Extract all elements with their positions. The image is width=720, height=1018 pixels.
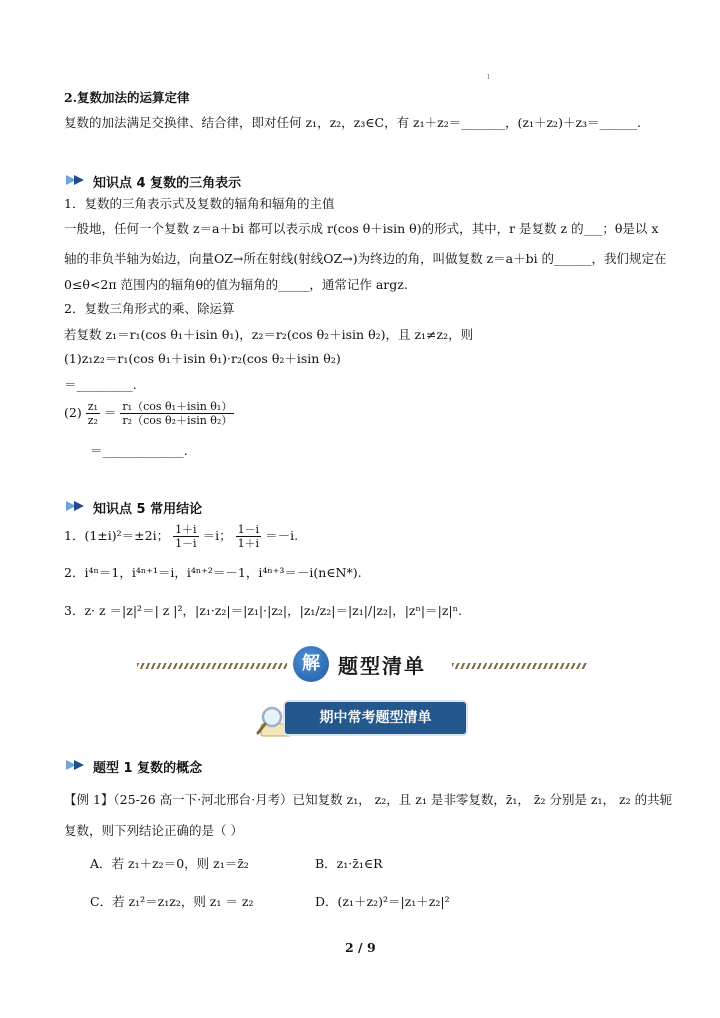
kp4-p3: 0≤θ<2π 范围内的辐角θ的值为辐角的_____，通常记作 argz. [64, 277, 408, 292]
section2-heading: 2.复数加法的运算定律 [64, 90, 190, 105]
banner-stripe-left [137, 663, 287, 669]
kp5-frac1-num: 1＋i [175, 523, 197, 536]
kp4-frac-z [86, 400, 100, 427]
kp5-l1-end: ＝－i. [265, 528, 299, 543]
corner-mark: ı [487, 72, 490, 82]
kp4-frac-r-den: r₂（cos θ₂＋isin θ₂） [122, 414, 233, 427]
kp4-title: 知识点 4 复数的三角表示 [93, 176, 242, 191]
double-arrow-icon [66, 760, 90, 770]
kp4-sub1: 1．复数的三角表示式及复数的辐角和辐角的主值 [64, 196, 335, 211]
kp5-line2: 2．i⁴ⁿ＝1，i⁴ⁿ⁺¹＝i，i⁴ⁿ⁺²＝－1，i⁴ⁿ⁺³＝－i(n∈N*). [64, 565, 362, 580]
kp4-frac-r-num: r₁（cos θ₁＋isin θ₁） [122, 400, 233, 413]
kp5-frac2-den: 1＋i [237, 537, 260, 550]
kp5-frac1-den: 1－i [175, 537, 197, 550]
kp4-p4: 若复数 z₁＝r₁(cos θ₁＋isin θ₁)，z₂＝r₂(cos θ₂＋isin θ₂)，且 z₁≠z₂，则 [64, 327, 474, 342]
example1-line1: 【例 1】（25-26 高一下·河北邢台·月考）已知复数 z₁， z₂，且 z₁ 是非零复数，z̄₁， z̄₂ 分别是 z₁， z₂ 的共轭 [64, 792, 673, 807]
banner-stripe-right [452, 663, 587, 669]
kp4-p8: ＝_____________. [90, 443, 188, 458]
kp5-line1 [64, 523, 298, 550]
section2-line: 复数的加法满足交换律、结合律，即对任何 z₁，z₂，z₃∈C，有 z₁＋z₂＝_______，(z₁＋z₂)＋z₃＝______. [64, 115, 642, 130]
double-arrow-icon [66, 501, 90, 511]
example1-line2: 复数，则下列结论正确的是（ ） [64, 823, 243, 838]
option-d[interactable]: D．(z₁＋z₂)²＝|z₁＋z₂|² [315, 894, 450, 909]
kp5-frac1 [173, 523, 199, 550]
kp4-frac-z-num: z₁ [87, 400, 98, 413]
kp4-p5: (1)z₁z₂＝r₁(cos θ₁＋isin θ₁)·r₂(cos θ₂＋isin θ₂) [64, 351, 341, 366]
double-arrow-icon [66, 175, 90, 185]
page-number: 2 / 9 [345, 940, 376, 955]
kp4-p1: 一般地，任何一个复数 z＝a＋bi 都可以表示成 r(cos θ＋isin θ)的形式，其中，r 是复数 z 的___；θ是以 x [64, 221, 659, 236]
option-b[interactable]: B．z₁·z̄₁∈R [315, 856, 383, 871]
kp4-p7 [64, 400, 234, 427]
solve-badge-icon: 解 [293, 646, 329, 682]
kp4-frac-r [120, 400, 234, 427]
kp5-title: 知识点 5 常用结论 [93, 502, 203, 517]
kp4-sub2: 2．复数三角形式的乘、除运算 [64, 301, 235, 316]
kp4-p6: ＝_________. [64, 377, 137, 392]
kp4-frac-z-den: z₂ [87, 414, 98, 427]
option-c[interactable]: C．若 z₁²＝z₁z₂，则 z₁ ＝ z₂ [90, 894, 254, 909]
kp5-line3: 3．z· z ＝|z|²＝| z |²，|z₁·z₂|＝|z₁|·|z₂|，|z₁/z₂|＝|z₁|/|z₂|，|zⁿ|＝|z|ⁿ. [64, 603, 463, 618]
option-a[interactable]: A．若 z₁＋z₂＝0，则 z₁＝z̄₂ [90, 856, 249, 871]
exam-type-pill: 期中常考题型清单 [285, 702, 466, 734]
kp4-p7-prefix: (2) [64, 405, 82, 420]
kp4-p2: 轴的非负半轴为始边，向量OZ→所在射线(射线OZ→)为终边的角，叫做复数 z＝a＋bi 的______，我们规定在 [64, 251, 667, 266]
kp4-p7-eq: ＝ [103, 405, 117, 420]
kp5-frac2 [236, 523, 262, 550]
kp5-l1-mid: ＝i； [202, 528, 232, 543]
kp5-l1-prefix: 1．(1±i)²＝±2i； [64, 528, 170, 543]
banner-title: 题型清单 [338, 654, 426, 678]
type1-title: 题型 1 复数的概念 [93, 761, 203, 776]
kp5-frac2-num: 1－i [237, 523, 260, 536]
